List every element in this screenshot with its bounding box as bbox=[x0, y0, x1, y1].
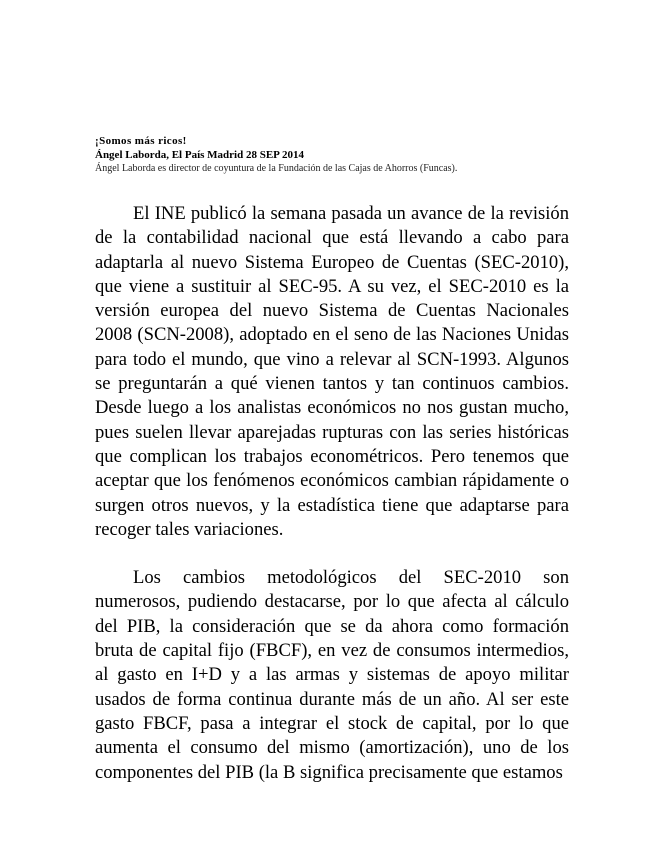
article-body bbox=[95, 202, 569, 809]
article-title: ¡Somos más ricos! bbox=[95, 135, 187, 147]
article-byline: Ángel Laborda, El País Madrid 28 SEP 2014 bbox=[95, 149, 305, 161]
paragraph-1: El INE publicó la semana pasada un avance de la revisión de la contabilidad nacional que está llevando a cabo para adaptarla al nuevo Sistema Europeo de Cuentas (SEC-2010), que viene a sustituir al SEC-95. A su vez, el SEC-2010 es la versión europea del nuevo Sistema de Cuentas Nacionales 2008 (SCN-2008), adoptado en el seno de las Naciones Unidas para todo el mundo, que vino a relevar al SCN-1993. Algunos se preguntarán a qué vienen tantos y tan continuos cambios. Desde luego a los analistas económicos no nos gustan mucho, pues suelen llevar aparejadas rupturas con las series históricas que complican los trabajos econométricos. Pero tenemos que aceptar que los fenómenos económicos cambian rápidamente o surgen otros nuevos, y la estadística tiene que adaptarse para recoger tales variaciones. bbox=[95, 203, 569, 540]
paragraph-2: Los cambios metodológicos del SEC-2010 son numerosos, pudiendo destacarse, por lo que afecta al cálculo del PIB, la consideración que se da ahora como formación bruta de capital fijo (FBCF), en vez de consumos intermedios, al gasto en I+D y a las armas y sistemas de apoyo militar usados de forma continua durante más de un año. Al ser este gasto FBCF, pasa a integrar el stock de capital, por lo que aumenta el consumo del mismo (amortización), uno de los componentes del PIB (la B significa precisamente que estamos bbox=[95, 567, 569, 783]
author-note: Ángel Laborda es director de coyuntura de la Fundación de las Cajas de Ahorros (Funcas). bbox=[95, 163, 458, 174]
article-header bbox=[95, 134, 585, 176]
